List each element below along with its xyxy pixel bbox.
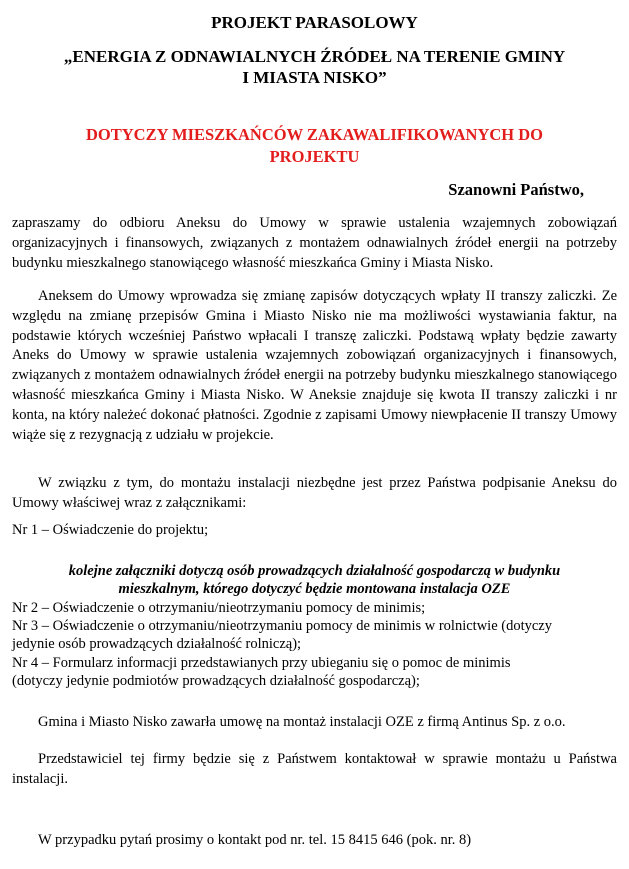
greeting: Szanowni Państwo, xyxy=(448,180,584,199)
attachment-nr4-line1: Nr 4 – Formularz informacji przedstawianych przy ubieganiu się o pomoc de minimis xyxy=(12,655,511,671)
document-title: PROJEKT PARASOLOWY xyxy=(211,13,418,32)
attachment-nr1: Nr 1 – Oświadczenie do projektu; xyxy=(12,522,209,538)
project-name-line2: I MIASTA NISKO” xyxy=(242,68,387,87)
paragraph-requirements: W związku z tym, do montażu instalacji niezbędne jest przez Państwa podpisanie Aneksu do Umowy właściwej wraz z załącznikami: xyxy=(12,475,617,511)
paragraph-contact: W przypadku pytań prosimy o kontakt pod nr. tel. 15 8415 646 (pok. nr. 8) xyxy=(38,832,472,848)
notice-heading-line1: DOTYCZY MIESZKAŃCÓW ZAKAWALIFIKOWANYCH DO xyxy=(85,125,543,144)
project-name-line1: „ENERGIA Z ODNAWIALNYCH ŹRÓDEŁ NA TERENIE GMINY xyxy=(63,47,566,66)
attachment-nr3-line2: jedynie osób prowadzących działalność rolniczą); xyxy=(12,636,302,652)
attachment-nr2: Nr 2 – Oświadczenie o otrzymaniu/nieotrzymaniu pomocy de minimis; xyxy=(12,600,426,616)
notice-heading-line2: PROJEKTU xyxy=(269,147,360,166)
paragraph-contractor: Gmina i Miasto Nisko zawarła umowę na montaż instalacji OZE z firmą Antinus Sp. z o.o. xyxy=(38,714,566,730)
attachment-nr4-line2: (dotyczy jedynie podmiotów prowadzących działalność gospodarczą); xyxy=(12,673,420,689)
attachment-nr3-line1: Nr 3 – Oświadczenie o otrzymaniu/nieotrzymaniu pomocy de minimis w rolnictwie (dotyczy xyxy=(12,618,552,634)
paragraph-annex: Aneksem do Umowy wprowadza się zmianę zapisów dotyczących wpłaty II transzy zaliczki. Ze względu na zmianę przepisów Gmina i Miasto Nisko nie ma możliwości wystawiania faktur, na podstawie których wcześniej Państwo wpłacali I transzę zaliczki. Podstawą wpłaty będzie zawarty Aneks do Umowy w sprawie ustalenia wzajemnych zobowiązań organizacyjnych i finansowych, związanych z montażem odnawialnych źródeł energii na potrzeby budynku mieszkalnego stanowiącego własność mieszkańca Gminy i Miasta Nisko. W Aneksie znajduje się kwota II transzy zaliczki i nr konta, na który należeć dokonać płatności. Zgodnie z zapisami Umowy niewpłacenie II transzy Umowy wiąże się z rezygnacją z udziału w projekcie. xyxy=(12,288,617,443)
paragraph-invitation: zapraszamy do odbioru Aneksu do Umowy w sprawie ustalenia wzajemnych zobowiązań organizacyjnych i finansowych, związanych z montażem odnawialnych źródeł energii na potrzeby budynku mieszkalnego stanowiącego własność mieszkańca Gminy i Miasta Nisko. xyxy=(12,215,617,271)
attachments-note-line1: kolejne załączniki dotyczą osób prowadzących działalność gospodarczą w budynku xyxy=(68,563,561,579)
attachments-note-line2: mieszkalnym, którego dotyczyć będzie montowana instalacja OZE xyxy=(118,581,511,597)
paragraph-representative: Przedstawiciel tej firmy będzie się z Państwem kontaktował w sprawie montażu u Państwa instalacji. xyxy=(12,751,617,787)
